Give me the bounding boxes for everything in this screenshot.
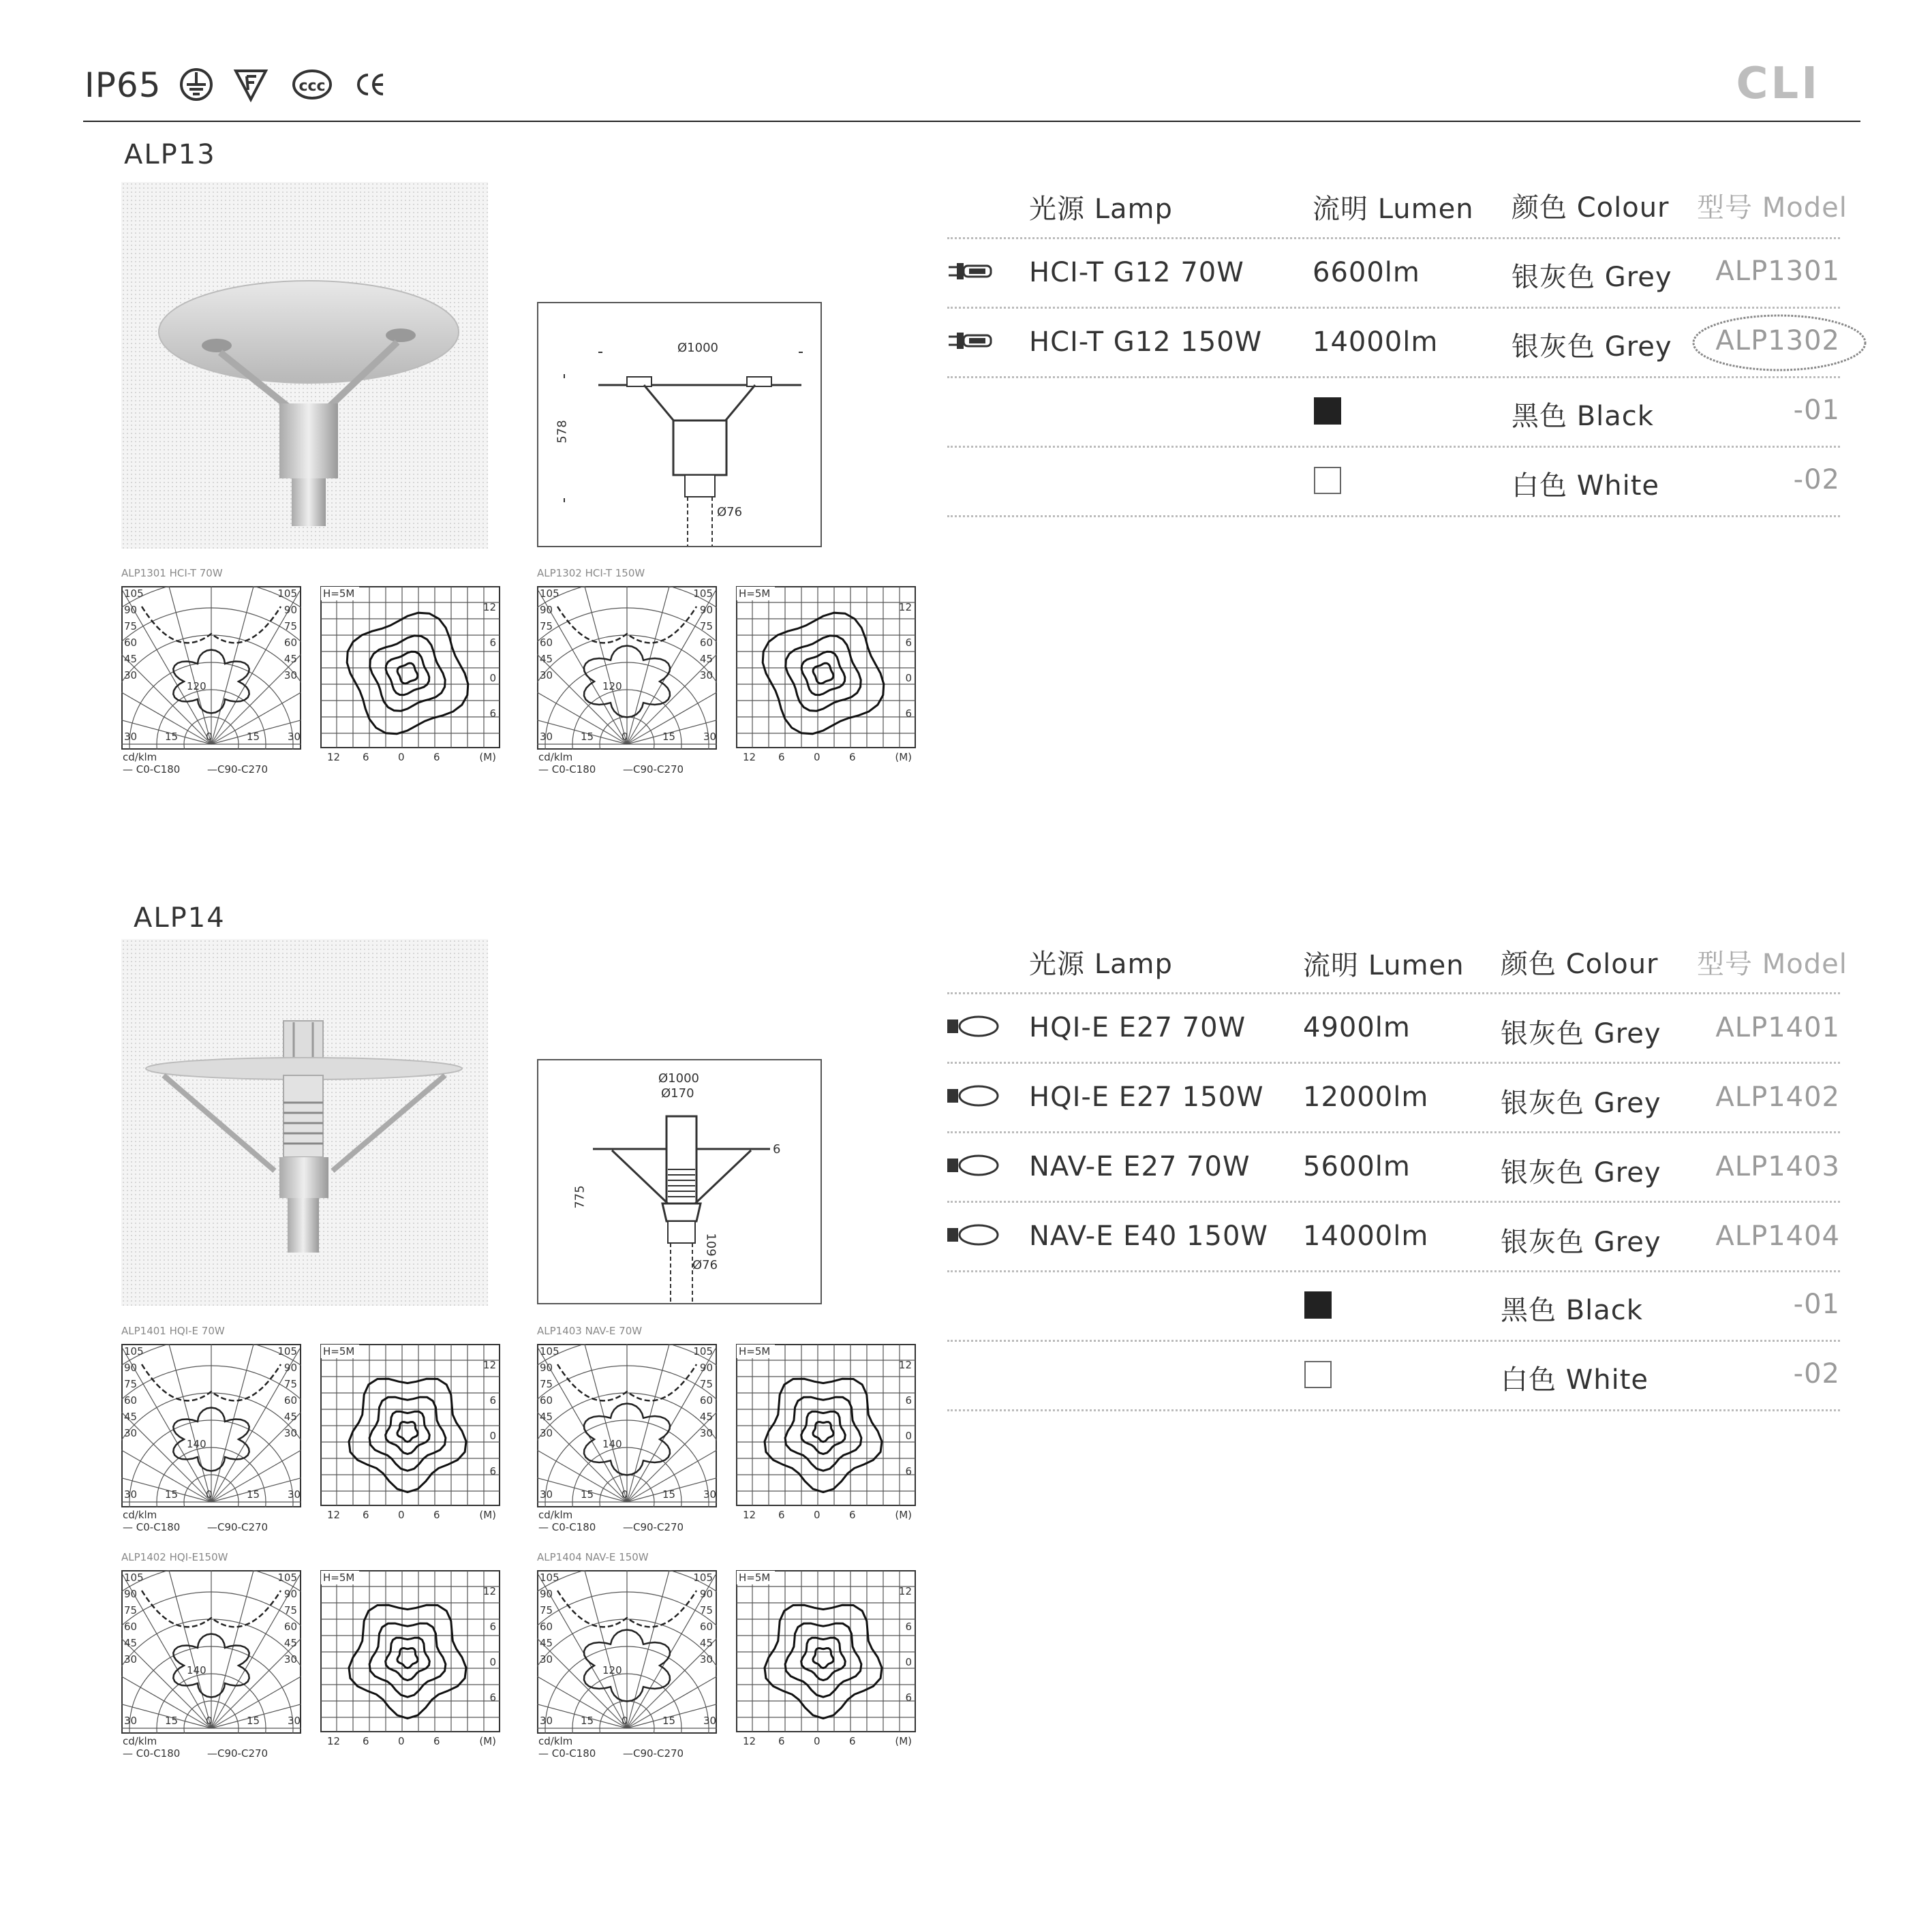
polar-angle-label: 75 xyxy=(283,620,297,632)
polar-angle-label: 105 xyxy=(693,1571,713,1584)
polar-angle-label: 105 xyxy=(277,1345,297,1358)
polar-bottom-label: 30 xyxy=(703,731,717,743)
photometric-caption: ALP1404 NAV-E 150W xyxy=(537,1551,649,1563)
dim-width: Ø1000 xyxy=(658,1071,699,1086)
isolux-axis-label: 6 xyxy=(905,1465,912,1477)
polar-angle-label: 105 xyxy=(124,1571,144,1584)
isolux-unit: (M) xyxy=(895,751,912,763)
dim-width: Ø1000 xyxy=(677,341,718,355)
polar-angle-label: 75 xyxy=(540,1378,553,1390)
section-title: ALP13 xyxy=(124,139,216,170)
isolux-axis-label: 0 xyxy=(489,1656,496,1668)
cell-lamp: HCI-T G12 150W xyxy=(1029,326,1263,358)
polar-unit: cd/klm xyxy=(538,751,573,763)
polar-bottom-label: 15 xyxy=(581,1488,594,1501)
cell-model: -02 xyxy=(1793,464,1840,495)
isolux-axis-label: 6 xyxy=(849,1735,856,1747)
isolux-diagram xyxy=(736,586,916,763)
dim-pole: Ø76 xyxy=(717,505,743,519)
polar-angle-label: 45 xyxy=(540,1411,553,1423)
polar-curve-diagram xyxy=(537,586,717,750)
polar-angle-label: 75 xyxy=(124,620,138,632)
polar-bottom-label: 30 xyxy=(540,1488,553,1501)
ellipsoid-lamp-icon xyxy=(946,1014,1000,1039)
polar-angle-label: 45 xyxy=(283,1411,297,1423)
cell-lumen: 12000lm xyxy=(1303,1082,1429,1113)
header-rule xyxy=(83,121,1860,122)
row-divider xyxy=(947,1062,1840,1064)
polar-angle-label: 90 xyxy=(124,604,138,616)
polar-angle-label: 75 xyxy=(540,620,553,632)
isolux-axis-label: 0 xyxy=(489,672,496,684)
legend-c90: —C90-C270 xyxy=(207,1521,269,1533)
cell-colour: 黑色 Black xyxy=(1512,401,1654,432)
isolux-axis-label: 0 xyxy=(398,751,405,763)
polar-bottom-label: 30 xyxy=(288,731,301,743)
polar-angle-label: 45 xyxy=(124,1411,138,1423)
polar-angle-label: 90 xyxy=(699,1362,713,1374)
cell-model: ALP1403 xyxy=(1715,1151,1840,1182)
cell-colour: 银灰色 Grey xyxy=(1512,331,1672,363)
row-divider xyxy=(947,1270,1840,1272)
section-title: ALP14 xyxy=(134,902,226,934)
ellipsoid-lamp-icon xyxy=(946,1084,1000,1108)
header-colour: 颜色 Colour xyxy=(1512,192,1670,224)
polar-angle-label: 105 xyxy=(540,1345,559,1358)
polar-angle-label: 105 xyxy=(124,587,144,600)
isolux-axis-label: 6 xyxy=(905,1621,912,1633)
polar-angle-label: 105 xyxy=(693,587,713,600)
polar-angle-label: 30 xyxy=(283,1427,297,1439)
polar-angle-label: 60 xyxy=(540,1621,553,1633)
colour-swatch-white xyxy=(1314,467,1341,494)
polar-bottom-label: 30 xyxy=(288,1488,301,1501)
polar-angle-label: 60 xyxy=(124,1621,138,1633)
polar-bottom-label: 30 xyxy=(540,1715,553,1727)
polar-bottom-label: 15 xyxy=(165,1715,179,1727)
polar-angle-label: 30 xyxy=(540,1427,553,1439)
polar-peak-label: 140 xyxy=(602,1438,622,1450)
header-lamp: 光源 Lamp xyxy=(1029,949,1173,980)
isolux-axis-label: 12 xyxy=(327,1735,341,1747)
ce-icon xyxy=(353,67,388,102)
tubular-lamp-icon xyxy=(947,328,1002,353)
polar-angle-label: 30 xyxy=(540,669,553,681)
isolux-axis-label: 12 xyxy=(898,601,912,613)
polar-angle-label: 45 xyxy=(699,1411,713,1423)
polar-peak-label: 120 xyxy=(602,1664,622,1676)
polar-angle-label: 60 xyxy=(124,637,138,649)
isolux-axis-label: 12 xyxy=(743,1735,756,1747)
polar-angle-label: 105 xyxy=(540,587,559,600)
earth-ground-icon xyxy=(179,67,214,102)
polar-bottom-label: 30 xyxy=(540,731,553,743)
cell-lumen: 14000lm xyxy=(1303,1221,1429,1252)
polar-unit: cd/klm xyxy=(538,1509,573,1521)
isolux-diagram xyxy=(320,1570,500,1747)
isolux-axis-label: 0 xyxy=(905,672,912,684)
tubular-lamp-icon xyxy=(947,259,1002,283)
row-divider xyxy=(947,376,1840,378)
isolux-axis-label: 6 xyxy=(905,1394,912,1407)
isolux-axis-label: 6 xyxy=(363,1735,369,1747)
row-divider xyxy=(947,1409,1840,1411)
row-divider xyxy=(947,237,1840,239)
photometric-caption: ALP1403 NAV-E 70W xyxy=(537,1325,643,1337)
polar-angle-label: 105 xyxy=(277,1571,297,1584)
cell-lamp: NAV-E E27 70W xyxy=(1029,1151,1251,1182)
lamp-illustration xyxy=(121,939,488,1306)
polar-angle-label: 90 xyxy=(540,1588,553,1600)
polar-bottom-label: 30 xyxy=(703,1715,717,1727)
product-photo xyxy=(121,939,488,1306)
legend-c0: — C0-C180 xyxy=(538,1747,596,1760)
isolux-axis-label: 0 xyxy=(814,751,821,763)
polar-bottom-label: 15 xyxy=(247,1715,260,1727)
isolux-diagram xyxy=(320,586,500,763)
photometric-caption: ALP1401 HQI-E 70W xyxy=(121,1325,225,1337)
isolux-axis-label: 6 xyxy=(363,751,369,763)
svg-text:ccc: ccc xyxy=(298,78,326,95)
header-model: 型号 Model xyxy=(1697,949,1847,980)
polar-unit: cd/klm xyxy=(538,1735,573,1747)
polar-peak-label: 120 xyxy=(187,680,206,692)
polar-angle-label: 60 xyxy=(283,637,297,649)
photometric-caption: ALP1301 HCI-T 70W xyxy=(121,567,223,579)
header-colour: 颜色 Colour xyxy=(1501,949,1659,980)
polar-angle-label: 90 xyxy=(699,1588,713,1600)
polar-bottom-label: 30 xyxy=(703,1488,717,1501)
polar-angle-label: 75 xyxy=(124,1604,138,1616)
cell-colour: 银灰色 Grey xyxy=(1512,262,1672,293)
cell-colour: 银灰色 Grey xyxy=(1501,1018,1661,1049)
cell-lumen: 14000lm xyxy=(1313,326,1439,358)
legend-c90: —C90-C270 xyxy=(207,1747,269,1760)
row-divider xyxy=(947,1340,1840,1342)
polar-angle-label: 45 xyxy=(283,653,297,665)
polar-bottom-label: 0 xyxy=(206,1715,213,1727)
polar-angle-label: 45 xyxy=(699,653,713,665)
cell-model: ALP1404 xyxy=(1715,1221,1840,1252)
polar-angle-label: 60 xyxy=(699,1394,713,1407)
isolux-diagram xyxy=(736,1344,916,1521)
ip-rating: IP65 xyxy=(85,65,162,105)
isolux-axis-label: 6 xyxy=(433,1509,440,1521)
polar-angle-label: 45 xyxy=(124,1637,138,1649)
polar-angle-label: 45 xyxy=(699,1637,713,1649)
polar-bottom-label: 30 xyxy=(288,1715,301,1727)
polar-angle-label: 90 xyxy=(124,1588,138,1600)
polar-angle-label: 75 xyxy=(124,1378,138,1390)
polar-angle-label: 30 xyxy=(124,1653,138,1666)
cell-colour: 银灰色 Grey xyxy=(1501,1088,1661,1119)
row-divider xyxy=(947,1201,1840,1203)
ellipsoid-lamp-icon xyxy=(946,1223,1000,1247)
cell-model: ALP1301 xyxy=(1715,256,1840,287)
polar-angle-label: 60 xyxy=(699,637,713,649)
polar-bottom-label: 15 xyxy=(247,731,260,743)
model-circle-mark xyxy=(1690,310,1869,375)
polar-angle-label: 30 xyxy=(124,669,138,681)
legend-c90: —C90-C270 xyxy=(623,1747,684,1760)
polar-peak-label: 140 xyxy=(187,1664,206,1676)
polar-angle-label: 90 xyxy=(124,1362,138,1374)
legend-c90: —C90-C270 xyxy=(623,763,684,776)
dim-height: 775 xyxy=(572,1185,587,1209)
dim-side: 6 xyxy=(773,1142,781,1156)
polar-angle-label: 90 xyxy=(283,1588,297,1600)
polar-angle-label: 30 xyxy=(124,1427,138,1439)
cell-colour: 白色 White xyxy=(1501,1364,1649,1396)
isolux-axis-label: 0 xyxy=(814,1735,821,1747)
polar-curve-diagram xyxy=(537,1344,717,1507)
isolux-unit: (M) xyxy=(479,751,496,763)
cell-lamp: NAV-E E40 150W xyxy=(1029,1221,1268,1252)
cell-model: ALP1401 xyxy=(1715,1012,1840,1043)
row-divider xyxy=(947,992,1840,994)
cell-lumen: 5600lm xyxy=(1303,1151,1411,1182)
row-divider xyxy=(947,1131,1840,1133)
row-divider xyxy=(947,515,1840,517)
polar-angle-label: 30 xyxy=(699,1427,713,1439)
photometric-caption: ALP1302 HCI-T 150W xyxy=(537,567,645,579)
polar-angle-label: 30 xyxy=(540,1653,553,1666)
cell-colour: 白色 White xyxy=(1512,470,1660,502)
polar-angle-label: 75 xyxy=(699,620,713,632)
isolux-height-label: H=5M xyxy=(323,1571,355,1584)
polar-bottom-label: 15 xyxy=(165,1488,179,1501)
isolux-unit: (M) xyxy=(479,1509,496,1521)
cell-lamp: HQI-E E27 70W xyxy=(1029,1012,1246,1043)
polar-angle-label: 60 xyxy=(124,1394,138,1407)
legend-c0: — C0-C180 xyxy=(538,763,596,776)
cell-model: -01 xyxy=(1793,395,1840,426)
brand-logo: CLI xyxy=(1736,59,1820,109)
f-mark-icon xyxy=(233,67,269,102)
polar-angle-label: 60 xyxy=(283,1621,297,1633)
isolux-axis-label: 6 xyxy=(905,1691,912,1704)
polar-angle-label: 30 xyxy=(699,669,713,681)
row-divider xyxy=(947,307,1840,309)
dim-width-inner: Ø170 xyxy=(661,1086,694,1101)
cell-lumen: 6600lm xyxy=(1313,257,1420,288)
isolux-axis-label: 0 xyxy=(489,1430,496,1442)
polar-curve-diagram xyxy=(121,1570,301,1734)
isolux-height-label: H=5M xyxy=(323,587,355,600)
polar-angle-label: 75 xyxy=(283,1378,297,1390)
dim-pole-length: 109 xyxy=(703,1233,718,1257)
lamp-illustration xyxy=(121,182,488,549)
polar-angle-label: 105 xyxy=(693,1345,713,1358)
polar-bottom-label: 0 xyxy=(622,731,628,743)
polar-angle-label: 90 xyxy=(540,604,553,616)
cell-lamp: HCI-T G12 70W xyxy=(1029,257,1244,288)
isolux-axis-label: 6 xyxy=(489,1621,496,1633)
polar-bottom-label: 15 xyxy=(247,1488,260,1501)
dimension-drawing xyxy=(537,302,822,547)
isolux-height-label: H=5M xyxy=(739,1571,771,1584)
polar-bottom-label: 30 xyxy=(124,731,138,743)
isolux-diagram xyxy=(736,1570,916,1747)
polar-angle-label: 105 xyxy=(540,1571,559,1584)
polar-unit: cd/klm xyxy=(123,751,157,763)
isolux-axis-label: 6 xyxy=(849,751,856,763)
isolux-axis-label: 12 xyxy=(482,1359,496,1371)
polar-angle-label: 45 xyxy=(540,1637,553,1649)
dimension-drawing xyxy=(537,1059,822,1304)
polar-curve-diagram xyxy=(121,586,301,750)
polar-angle-label: 105 xyxy=(124,1345,144,1358)
isolux-axis-label: 12 xyxy=(743,751,756,763)
legend-c90: —C90-C270 xyxy=(207,763,269,776)
dim-height: 578 xyxy=(555,420,570,444)
cell-model-highlighted: ALP1302 xyxy=(1715,325,1840,356)
polar-angle-label: 75 xyxy=(540,1604,553,1616)
cell-colour: 银灰色 Grey xyxy=(1501,1157,1661,1189)
isolux-axis-label: 6 xyxy=(489,1465,496,1477)
polar-angle-label: 45 xyxy=(124,653,138,665)
isolux-axis-label: 6 xyxy=(489,637,496,649)
colour-swatch-black xyxy=(1314,397,1341,425)
polar-curve-diagram xyxy=(537,1570,717,1734)
header-lamp: 光源 Lamp xyxy=(1029,194,1173,225)
cell-lumen: 4900lm xyxy=(1303,1012,1411,1043)
cell-model: ALP1402 xyxy=(1715,1082,1840,1113)
polar-angle-label: 90 xyxy=(283,604,297,616)
isolux-axis-label: 6 xyxy=(489,1691,496,1704)
isolux-axis-label: 12 xyxy=(898,1359,912,1371)
polar-angle-label: 45 xyxy=(283,1637,297,1649)
polar-peak-label: 120 xyxy=(602,680,622,692)
isolux-axis-label: 6 xyxy=(363,1509,369,1521)
polar-angle-label: 60 xyxy=(540,1394,553,1407)
isolux-axis-label: 6 xyxy=(905,707,912,720)
isolux-axis-label: 6 xyxy=(905,637,912,649)
header-lumen: 流明 Lumen xyxy=(1313,194,1474,225)
legend-c0: — C0-C180 xyxy=(538,1521,596,1533)
isolux-axis-label: 12 xyxy=(482,1585,496,1597)
polar-angle-label: 45 xyxy=(540,653,553,665)
polar-bottom-label: 15 xyxy=(662,1715,676,1727)
polar-angle-label: 90 xyxy=(283,1362,297,1374)
legend-c0: — C0-C180 xyxy=(123,1747,181,1760)
cell-model: -01 xyxy=(1793,1289,1840,1320)
polar-angle-label: 90 xyxy=(540,1362,553,1374)
polar-angle-label: 60 xyxy=(540,637,553,649)
isolux-axis-label: 0 xyxy=(905,1430,912,1442)
legend-c90: —C90-C270 xyxy=(623,1521,684,1533)
polar-bottom-label: 15 xyxy=(662,1488,676,1501)
legend-c0: — C0-C180 xyxy=(123,763,181,776)
polar-bottom-label: 15 xyxy=(581,731,594,743)
polar-unit: cd/klm xyxy=(123,1735,157,1747)
isolux-unit: (M) xyxy=(479,1735,496,1747)
row-divider xyxy=(947,446,1840,448)
product-photo xyxy=(121,182,488,549)
isolux-axis-label: 0 xyxy=(814,1509,821,1521)
header-model: 型号 Model xyxy=(1697,192,1847,224)
polar-peak-label: 140 xyxy=(187,1438,206,1450)
isolux-axis-label: 6 xyxy=(778,1509,785,1521)
isolux-axis-label: 0 xyxy=(398,1509,405,1521)
isolux-height-label: H=5M xyxy=(323,1345,355,1358)
isolux-axis-label: 6 xyxy=(849,1509,856,1521)
colour-swatch-black xyxy=(1304,1291,1332,1319)
isolux-axis-label: 6 xyxy=(489,707,496,720)
polar-curve-diagram xyxy=(121,1344,301,1507)
polar-bottom-label: 30 xyxy=(124,1488,138,1501)
ccc-icon xyxy=(292,67,333,102)
cell-lamp: HQI-E E27 150W xyxy=(1029,1082,1264,1113)
polar-angle-label: 30 xyxy=(699,1653,713,1666)
isolux-axis-label: 12 xyxy=(898,1585,912,1597)
polar-angle-label: 75 xyxy=(699,1604,713,1616)
cell-colour: 黑色 Black xyxy=(1501,1295,1643,1326)
isolux-unit: (M) xyxy=(895,1509,912,1521)
polar-bottom-label: 0 xyxy=(206,731,213,743)
legend-c0: — C0-C180 xyxy=(123,1521,181,1533)
polar-angle-label: 105 xyxy=(277,587,297,600)
isolux-axis-label: 6 xyxy=(433,751,440,763)
ellipsoid-lamp-icon xyxy=(946,1153,1000,1178)
polar-angle-label: 30 xyxy=(283,1653,297,1666)
isolux-axis-label: 6 xyxy=(433,1735,440,1747)
colour-swatch-white xyxy=(1304,1361,1332,1388)
isolux-axis-label: 6 xyxy=(778,751,785,763)
polar-bottom-label: 30 xyxy=(124,1715,138,1727)
isolux-axis-label: 0 xyxy=(905,1656,912,1668)
cell-model: -02 xyxy=(1793,1358,1840,1390)
isolux-axis-label: 6 xyxy=(778,1735,785,1747)
polar-angle-label: 30 xyxy=(283,669,297,681)
isolux-axis-label: 12 xyxy=(482,601,496,613)
isolux-axis-label: 12 xyxy=(327,1509,341,1521)
polar-angle-label: 75 xyxy=(699,1378,713,1390)
isolux-axis-label: 12 xyxy=(743,1509,756,1521)
polar-bottom-label: 0 xyxy=(622,1488,628,1501)
isolux-axis-label: 6 xyxy=(489,1394,496,1407)
polar-bottom-label: 15 xyxy=(581,1715,594,1727)
header-lumen: 流明 Lumen xyxy=(1303,950,1465,981)
isolux-height-label: H=5M xyxy=(739,1345,771,1358)
polar-bottom-label: 15 xyxy=(662,731,676,743)
isolux-diagram xyxy=(320,1344,500,1521)
polar-unit: cd/klm xyxy=(123,1509,157,1521)
isolux-height-label: H=5M xyxy=(739,587,771,600)
isolux-axis-label: 12 xyxy=(327,751,341,763)
polar-angle-label: 60 xyxy=(283,1394,297,1407)
isolux-unit: (M) xyxy=(895,1735,912,1747)
isolux-axis-label: 0 xyxy=(398,1735,405,1747)
polar-angle-label: 90 xyxy=(699,604,713,616)
photometric-caption: ALP1402 HQI-E150W xyxy=(121,1551,228,1563)
polar-bottom-label: 0 xyxy=(622,1715,628,1727)
polar-angle-label: 75 xyxy=(283,1604,297,1616)
polar-bottom-label: 0 xyxy=(206,1488,213,1501)
polar-bottom-label: 15 xyxy=(165,731,179,743)
cell-colour: 银灰色 Grey xyxy=(1501,1227,1661,1258)
polar-angle-label: 60 xyxy=(699,1621,713,1633)
dim-pole: Ø76 xyxy=(692,1258,718,1272)
